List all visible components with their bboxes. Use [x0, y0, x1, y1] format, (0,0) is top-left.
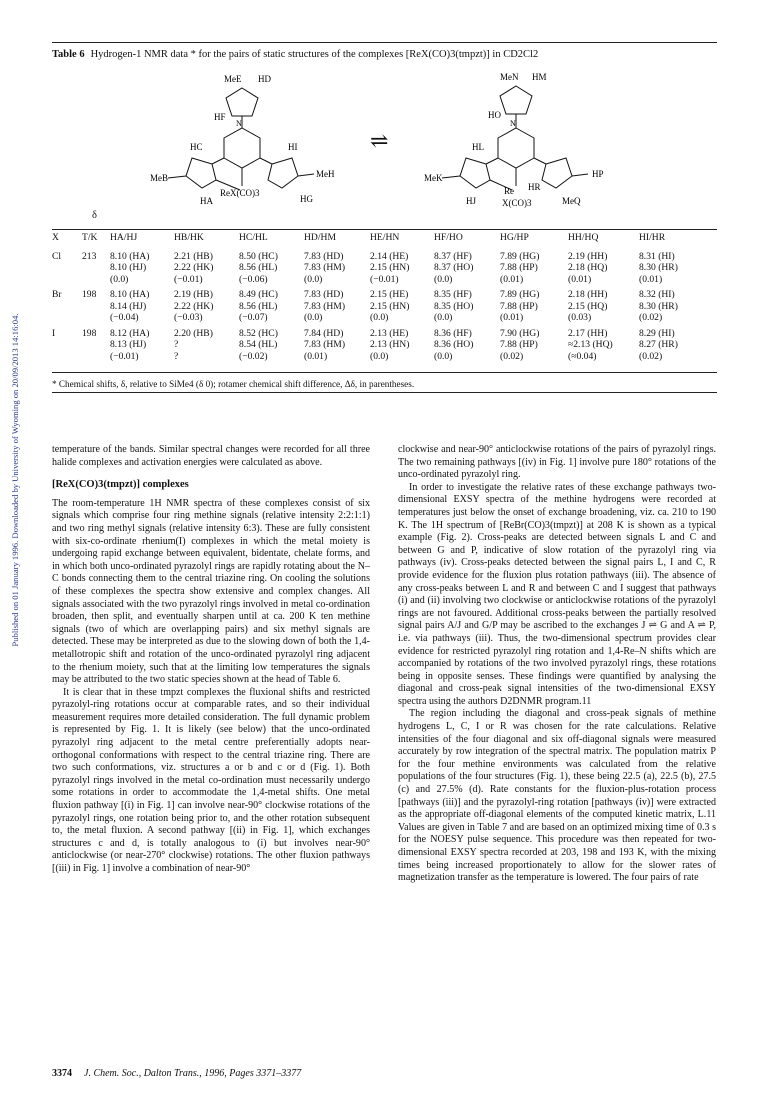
label-h-p: HP	[592, 169, 604, 179]
top-rule	[52, 42, 717, 43]
shift-cell: (0.01)	[639, 273, 663, 285]
shift-cell: 7.89 (HG)	[500, 250, 540, 262]
shift-cell: (−0.03)	[174, 312, 203, 323]
column-header: HC/HL	[239, 232, 268, 243]
shift-cell: 8.52 (HC)	[239, 327, 278, 339]
row-temperature: 198	[82, 327, 97, 339]
page-number: 3374	[52, 1068, 72, 1079]
shift-cell: 7.88 (HP)	[500, 300, 538, 312]
shift-cell: 2.18 (HQ)	[568, 262, 608, 273]
table-row	[52, 247, 717, 263]
table-row	[52, 285, 717, 301]
label-me-e: MeE	[224, 74, 242, 84]
column-header: HB/HK	[174, 232, 204, 243]
label-h-c: HC	[190, 142, 203, 152]
shift-cell: (0.0)	[434, 312, 453, 323]
shift-cell: 2.17 (HH)	[568, 327, 608, 339]
shift-cell: (0.0)	[370, 350, 389, 362]
label-h-o: HO	[488, 110, 501, 120]
shift-cell: 8.49 (HC)	[239, 289, 278, 300]
row-temperature	[82, 301, 110, 313]
shift-cell: 2.14 (HE)	[370, 250, 409, 262]
shift-cell: 8.32 (HI)	[639, 289, 675, 300]
shift-cell: 8.14 (HJ)	[110, 300, 147, 312]
paragraph: temperature of the bands. Similar spectral changes were recorded for all three halide complexes and activation energies were calculated as above.	[52, 444, 370, 468]
shift-cell: 8.30 (HR)	[639, 300, 678, 312]
row-halide	[52, 274, 82, 286]
nmr-table	[52, 232, 717, 362]
shift-cell: (0.0)	[434, 273, 453, 285]
label-h-m: HM	[532, 72, 547, 82]
shift-cell: (0.0)	[370, 312, 389, 323]
label-h-j: HJ	[466, 196, 477, 206]
shift-cell: 8.36 (HO)	[434, 339, 474, 350]
shift-cell: 2.15 (HQ)	[568, 300, 608, 312]
shift-cell: (0.0)	[110, 273, 129, 285]
row-halide: I	[52, 327, 56, 339]
column-header: HF/HO	[434, 232, 463, 243]
shift-cell: 2.22 (HK)	[174, 262, 214, 273]
row-temperature	[82, 274, 110, 286]
shift-cell: 2.15 (HN)	[370, 300, 410, 312]
label-me-b: MeB	[150, 173, 168, 183]
shift-cell: ?	[174, 339, 179, 350]
delta-label: δ	[92, 210, 97, 221]
shift-cell: 7.83 (HD)	[304, 250, 344, 262]
shift-cell: (0.02)	[500, 350, 524, 362]
shift-cell: 2.19 (HH)	[568, 250, 608, 262]
shift-cell: 7.83 (HM)	[304, 339, 346, 350]
column-header: HD/HM	[304, 232, 336, 243]
footnote-rule	[52, 392, 717, 393]
shift-cell: (≈0.04)	[568, 350, 597, 362]
shift-cell: 8.56 (HL)	[239, 300, 278, 312]
paragraph: In order to investigate the relative rates of these exchange pathways two-dimensional EXSY spectra of the methine hydrogens were recorded at temperatures just below the onset of exchange broadening, viz. ca. 210 to 190 K. The 1H spectrum of [ReBr(CO)3(tmpzt)] at 208 K is shown as a typical example (Fig. 2). Cross-peaks are detected between signals L and C and between G and P, indicative of slow rotation of the pyrazolyl ring via pathways (iv). Cross-peaks detected between the signal pairs L, I and C, R provide evidence for the fluxion plus rotation pathways (iii). The absence of any cross-peaks between L and R and between C and I suggest that pathways (i) and (ii) involving two clockwise or anticlockwise rotations of the pyrazolyl rings are not favoured. Additional cross-peaks between the partially resolved signal pairs A/J and G/P may be ascribed to the exchanges J ⇌ G and A ⇌ P, i.e. via pathways (iii). Thus, the two-dimensional spectrum provides clear evidence for restricted pyrazolyl ring rotation and 1,4-Re–N shifts which are accompanied by rotations of the two involved pyrazolyl rings, these rotations being in opposite senses. These findings were quantified by analysing the diagonal and cross-peak signal intensities of the two-dimensional EXSY spectra using the authors D2DNMR program.11	[398, 481, 716, 707]
shift-cell: 8.10 (HA)	[110, 250, 150, 262]
shift-cell: (0.01)	[500, 312, 524, 323]
label-me-k: MeK	[424, 173, 443, 183]
shift-cell: 8.30 (HR)	[639, 262, 678, 273]
table-body	[52, 247, 717, 363]
table-label: Table 6	[52, 49, 85, 60]
label-h-r: HR	[528, 182, 541, 192]
column-header: HI/HR	[639, 232, 666, 243]
paragraph: It is clear that in these tmpzt complexes the fluxional shifts and restricted pyrazolyl-ring rotations occur at comparable rates, and so their individual measurement requires more detailed consideration. The full dynamic problem is represented by Fig. 1. It is likely (see below) that the unco-ordinated pyrazolyl ring adjacent to the metal centre preferentially adopts near-orthogonal conformations with respect to the central triazine ring. There are two such conformations, viz. structures a or b and c or d (Fig. 1). Both pyrazolyl rings involved in the metal co-ordination must necessarily undergo some rotations in order to accommodate the 1,4-metal shifts. One metal fluxion pathway [(i) in Fig. 1] can involve near-90° clockwise rotations of the pyrazolyl rings, one rotation being prior to, and the other rotation subsequent to, the metal fluxion. A second pathway [(ii) in Fig. 1], which exchanges structures c and d, is totally analogous to (i) but involves near-90° anticlockwise (or near-270° clockwise) rotations. The other fluxion pathways [(iii) in Fig. 1] involve a combination of near-90°	[52, 686, 370, 874]
paragraph: The room-temperature 1H NMR spectra of these complexes consist of six signals which comprise four ring methine signals (relative intensity 2:2:1:1) and two ring methyl signals (relative intensity 6:3). These are fully consistent with six-co-ordinate rhenium(I) complexes in which the metal moiety is undergoing rapid exchange between equivalent, bidentate, chelate forms, and in which both unco-ordinated pyrazolyl rings are rapidly rotating about the N–C bonds connecting them to the central triazine ring. On cooling the solutions of these complexes the spectra show extensive and complex changes. All signals associated with the two pyrazolyl rings involved in metal co-ordination broaden, then split, and eventually sharpen until at ca. 200 K ten methine signals (two of which are overlapping pairs) and six methyl signals are detected. These may be interpreted as due to the slowing down of both the 1,4-metallotropic shift and rotation of the unco-ordinated pyrazolyl ring adjacent to the rhenium moiety, such that at the limiting low temperatures the signals may be attributed to the two static species shown at the head of Table 6.	[52, 497, 370, 686]
structure-left	[150, 68, 340, 210]
shift-cell: 8.10 (HA)	[110, 289, 150, 300]
table-row	[52, 339, 717, 351]
label-n: N	[236, 119, 242, 128]
right-column	[398, 444, 716, 885]
label-h-l: HL	[472, 142, 484, 152]
equilibrium-arrows: ⇌	[370, 128, 389, 153]
shift-cell: (−0.01)	[174, 273, 203, 285]
row-temperature: 213	[82, 250, 97, 262]
page-footer	[52, 1068, 301, 1079]
shift-cell: 8.27 (HR)	[639, 339, 678, 350]
shift-cell: (0.01)	[500, 273, 524, 285]
label-me-q: MeQ	[562, 196, 581, 206]
table-row	[52, 351, 717, 363]
row-halide: Br	[52, 289, 62, 300]
shift-cell: 8.36 (HF)	[434, 327, 472, 339]
shift-cell: 8.12 (HA)	[110, 327, 150, 339]
table-row	[52, 312, 717, 324]
shift-cell: 7.83 (HD)	[304, 289, 344, 300]
column-header: HG/HP	[500, 232, 529, 243]
label-re: Re	[504, 186, 514, 196]
shift-cell: (0.01)	[568, 273, 592, 285]
table-bottom-rule	[52, 372, 717, 373]
column-header: T/K	[82, 232, 98, 243]
table-caption	[52, 49, 717, 60]
table-caption-text: Hydrogen-1 NMR data * for the pairs of static structures of the complexes [ReX(CO)3(tmpzt)] in CD2Cl2	[90, 49, 539, 60]
shift-cell: (0.01)	[304, 350, 328, 362]
shift-cell: 2.15 (HE)	[370, 289, 409, 300]
row-temperature	[82, 312, 110, 324]
column-header: HA/HJ	[110, 232, 138, 243]
paragraph: clockwise and near-90° anticlockwise rotations of the pairs of pyrazolyl rings. The two remaining pathways [(iv) in Fig. 1] involve pure 180° rotations of the unco-ordinated pyrazolyl ring.	[398, 444, 716, 481]
shift-cell: (−0.04)	[110, 312, 139, 323]
shift-cell: ?	[174, 350, 179, 362]
shift-cell: 2.13 (HE)	[370, 327, 409, 339]
shift-cell: 8.31 (HI)	[639, 250, 675, 262]
shift-cell: (0.0)	[434, 350, 453, 362]
column-header: X	[52, 232, 59, 243]
shift-cell: 7.83 (HM)	[304, 300, 346, 312]
shift-cell: 7.83 (HM)	[304, 262, 346, 273]
row-halide	[52, 339, 82, 351]
section-heading: [ReX(CO)3(tmpzt)] complexes	[52, 479, 189, 491]
label-me-n: MeN	[500, 72, 519, 82]
shift-cell: (0.0)	[304, 273, 323, 285]
row-halide	[52, 262, 82, 274]
shift-cell: (0.02)	[639, 312, 663, 323]
shift-cell: 2.13 (HN)	[370, 339, 410, 350]
row-halide	[52, 312, 82, 324]
table-top-rule	[52, 229, 717, 230]
shift-cell: 2.21 (HB)	[174, 250, 213, 262]
table-header-row	[52, 232, 717, 247]
table-row	[52, 274, 717, 286]
shift-cell: 8.10 (HJ)	[110, 262, 147, 273]
watermark-text: Published on 01 January 1996. Downloaded by University of Wyoming on 20/09/2013 14:16:04.	[10, 313, 20, 647]
table-row	[52, 324, 717, 340]
shift-cell: (−0.07)	[239, 312, 268, 323]
table-footnote: * Chemical shifts, δ, relative to SiMe4 (δ 0); rotamer chemical shift difference, Δδ, in parentheses.	[52, 379, 415, 389]
download-watermark	[8, 230, 22, 730]
shift-cell: 8.50 (HC)	[239, 250, 278, 262]
shift-cell: (−0.01)	[110, 350, 139, 362]
table-row	[52, 301, 717, 313]
label-rex-co3: ReX(CO)3	[220, 188, 260, 198]
shift-cell: ≈2.13 (HQ)	[568, 339, 613, 350]
shift-cell: 8.54 (HL)	[239, 339, 278, 350]
label-h-g: HG	[300, 194, 313, 204]
shift-cell: (−0.02)	[239, 350, 268, 362]
shift-cell: 7.88 (HP)	[500, 262, 538, 273]
shift-cell: 8.37 (HF)	[434, 250, 472, 262]
shift-cell: 2.20 (HB)	[174, 327, 213, 339]
column-header: HE/HN	[370, 232, 400, 243]
label-h-d: HD	[258, 74, 271, 84]
shift-cell: 7.90 (HG)	[500, 327, 540, 339]
table-row	[52, 262, 717, 274]
paragraph: The region including the diagonal and cross-peak signals of methine hydrogens L, C, I or R was chosen for the rate calculations. Relative intensities of the four diagonal and six off-diagonal signals were measured accurately by row integration of the spectral matrix. The population matrix P for the four methine environments was calculated from the relative populations of the four structures (Fig. 1), these being 22.5 (a), 22.5 (b), 27.5 (c) and 27.5% (d). Rate constants for the fluxion-plus-rotation process [pathways (iii)] and the pyrazolyl-ring rotation [pathways (iv)] were extracted as the appropriate off-diagonal elements of the computed kinetic matrix, L.11 Values are given in Table 7 and are based on an optimized mixing time of 0.3 s for the NOESY pulse sequence. This procedure was then repeated for two-dimensional EXSY spectra recorded at 203, 198 and 193 K, with the mixing times being increased proportionately to allow for the slower rates of magnetization transfer as the temperature is lowered. The four pairs of rate	[398, 708, 716, 884]
shift-cell: 8.37 (HO)	[434, 262, 474, 273]
row-halide	[52, 351, 82, 363]
label-h-a: HA	[200, 196, 213, 206]
shift-cell: (0.03)	[568, 312, 592, 323]
row-temperature: 198	[82, 289, 97, 300]
row-temperature	[82, 262, 110, 274]
label-h-f: HF	[214, 112, 226, 122]
left-column	[52, 444, 370, 876]
label-n: N	[510, 119, 516, 128]
shift-cell: 2.15 (HN)	[370, 262, 410, 273]
shift-cell: 7.84 (HD)	[304, 327, 344, 339]
shift-cell: 7.89 (HG)	[500, 289, 540, 300]
row-halide	[52, 301, 82, 313]
shift-cell: 2.22 (HK)	[174, 300, 214, 312]
shift-cell: (−0.06)	[239, 273, 268, 285]
shift-cell: 8.13 (HJ)	[110, 339, 147, 350]
shift-cell: 7.88 (HP)	[500, 339, 538, 350]
shift-cell: (−0.01)	[370, 273, 399, 285]
label-h-i: HI	[288, 142, 298, 152]
row-temperature	[82, 351, 110, 363]
label-x-co3: X(CO)3	[502, 198, 532, 208]
structure-right	[420, 68, 620, 210]
shift-cell: 2.19 (HB)	[174, 289, 213, 300]
journal-citation: J. Chem. Soc., Dalton Trans., 1996, Pages 3371–3377	[84, 1068, 302, 1079]
shift-cell: (0.0)	[304, 312, 323, 323]
shift-cell: 8.35 (HO)	[434, 300, 474, 312]
shift-cell: 8.56 (HL)	[239, 262, 278, 273]
shift-cell: 8.29 (HI)	[639, 327, 675, 339]
shift-cell: (0.02)	[639, 350, 663, 362]
column-header: HH/HQ	[568, 232, 599, 243]
shift-cell: 8.35 (HF)	[434, 289, 472, 300]
row-halide: Cl	[52, 250, 62, 262]
label-me-h: MeH	[316, 169, 335, 179]
row-temperature	[82, 339, 110, 351]
shift-cell: 2.18 (HH)	[568, 289, 608, 300]
